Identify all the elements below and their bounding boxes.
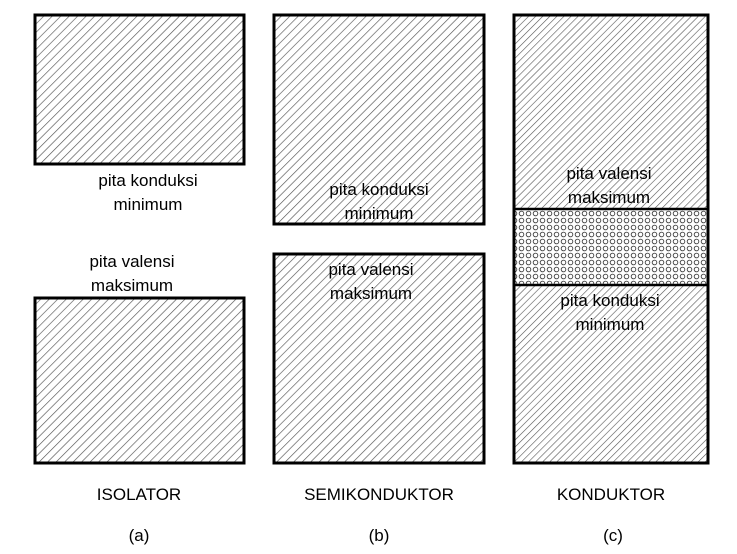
panel-isolator [35, 15, 244, 545]
panel-konduktor [514, 15, 708, 545]
conduction-label-line1: pita konduksi [329, 180, 429, 199]
valence-label-line2: maksimum [567, 188, 651, 207]
lower-band [514, 285, 708, 463]
conduction-band [35, 15, 244, 164]
conduction-label-line2: minimum [113, 195, 183, 214]
panel-letter: (b) [368, 526, 390, 545]
valence-label-line1: pita valensi [566, 164, 652, 183]
valence-band [35, 298, 244, 463]
valence-label-line2: maksimum [90, 276, 174, 295]
conduction-label-line2: minimum [575, 315, 645, 334]
valence-label-line1: pita valensi [328, 260, 414, 279]
panel-letter: (a) [128, 526, 150, 545]
panel-semikonduktor [274, 15, 484, 545]
overlap-region [514, 209, 708, 285]
conduction-label-line1: pita konduksi [560, 291, 660, 310]
panel-name: ISOLATOR [96, 485, 182, 504]
conduction-label-line2: minimum [344, 204, 414, 223]
valence-label-line1: pita valensi [89, 252, 175, 271]
valence-label-line2: maksimum [329, 284, 413, 303]
panel-name: SEMIKONDUKTOR [304, 485, 454, 504]
panel-name: KONDUKTOR [556, 485, 666, 504]
conduction-label-line1: pita konduksi [98, 171, 198, 190]
panel-letter: (c) [603, 526, 623, 545]
